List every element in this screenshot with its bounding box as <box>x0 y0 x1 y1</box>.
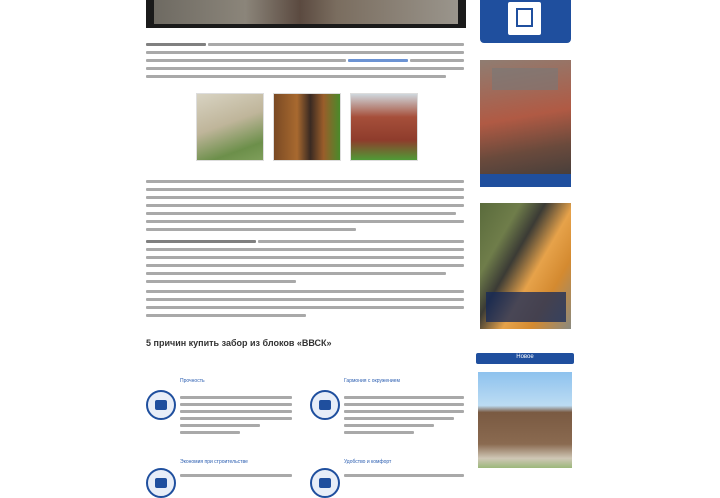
banner-caption <box>492 68 558 90</box>
feature-title[interactable]: Гармония с окружением <box>344 378 400 384</box>
fence-thumbnail-2[interactable] <box>273 93 341 161</box>
feature-title[interactable]: Экономия при строительстве <box>180 459 248 465</box>
coins-icon <box>146 468 176 498</box>
grid-logo-icon <box>516 8 533 27</box>
top-image[interactable] <box>154 0 458 24</box>
banner-footer-bar <box>480 174 571 187</box>
feature-title[interactable]: Удобство и комфорт <box>344 459 392 465</box>
feature-title[interactable]: Прочность <box>180 378 205 384</box>
mesh-icon <box>310 468 340 498</box>
fence-thumbnail-1[interactable] <box>196 93 264 161</box>
sidebar-widget-title: Новое <box>516 354 534 360</box>
fence-thumbnail-3[interactable] <box>350 93 418 161</box>
shield-icon <box>146 390 176 420</box>
banner-caption <box>486 292 566 322</box>
sidebar-house-photo[interactable] <box>478 372 572 468</box>
reasons-heading: 5 причин купить забор из блоков «ВВСК» <box>146 338 332 348</box>
tape-icon <box>310 390 340 420</box>
